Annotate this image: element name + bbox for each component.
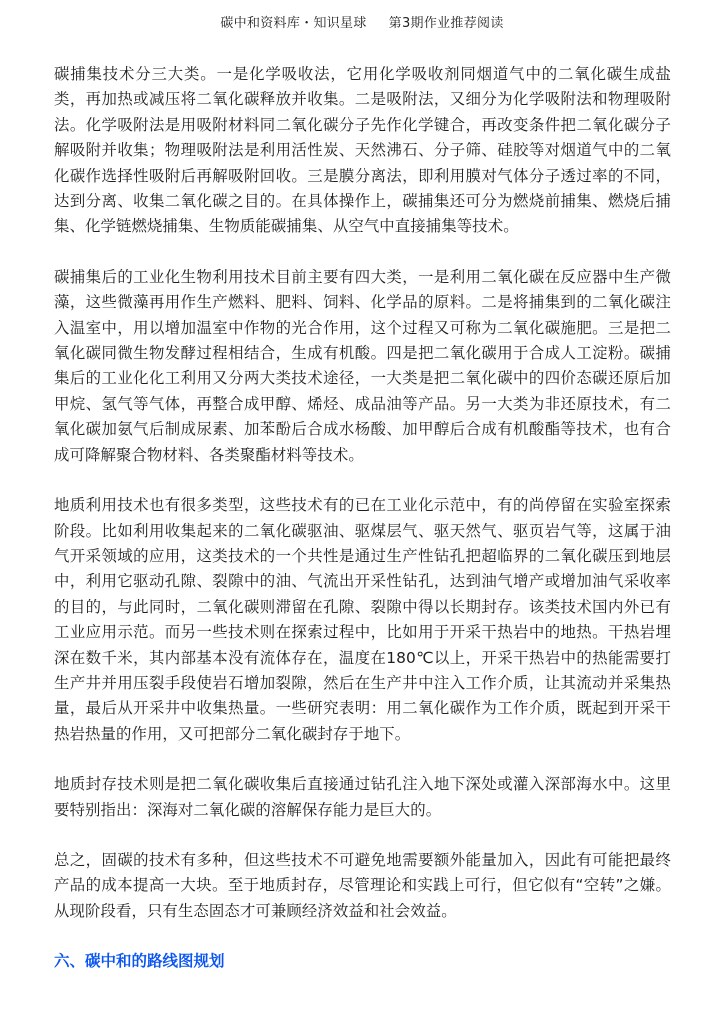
paragraph-biological-chemical-utilization: 碳捕集后的工业化生物利用技术目前主要有四大类，一是利用二氧化碳在反应器中生产微藻，这些微藻再用作生产燃料、肥料、饲料、化学品的原料。二是将捕集到的二氧化碳注入温室中，用以增加温室中作物的光合作用，这个过程又可称为二氧化碳施肥。三是把二氧化碳同微生物发酵过程相结合，生成有机酸。四是把二氧化碳用于合成人工淀粉。碳捕集后的工业化化工利用又分两大类技术途径，一大类是把二氧化碳中的四价态碳还原后加甲烷、氢气等气体，再整合成甲醇、烯烃、成品油等产品。另一大类为非还原技术，有二氧化碳加氨气后制成尿素、加苯酚后合成水杨酸、加甲醇后合成有机酸酯等技术，也有合成可降解聚合物材料、各类聚酯材料等技术。: [54, 267, 671, 464]
header-issue: 第3期作业推荐阅读: [388, 16, 504, 31]
paragraph-summary: 总之，固碳的技术有多种，但这些技术不可避免地需要额外能量加入，因此有可能把最终产品的成本提高一大块。至于地质封存，尽管理论和实践上可行，但它似有“空转”之嫌。从现阶段看，只有生态固态才可兼顾经济效益和社会效益。: [54, 850, 671, 920]
paragraph-geological-storage: 地质封存技术则是把二氧化碳收集后直接通过钻孔注入地下深处或灌入深部海水中。这里要特别指出：深海对二氧化碳的溶解保存能力是巨大的。: [54, 775, 671, 819]
header-source: 碳中和资料库・知识星球: [220, 16, 367, 31]
article-body: [54, 62, 671, 974]
paragraph-geological-utilization: 地质利用技术也有很多类型，这些技术有的已在工业化示范中，有的尚停留在实验室探索阶段。比如利用收集起来的二氧化碳驱油、驱煤层气、驱天然气、驱页岩气等，这属于油气开采领域的应用，这类技术的一个共性是通过生产性钻孔把超临界的二氧化碳压到地层中，利用它驱动孔隙、裂隙中的油、气流出开采性钻孔，达到油气增产或增加油气采收率的目的，与此同时，二氧化碳则滞留在孔隙、裂隙中得以长期封存。该类技术国内外已有工业应用示范。而另一些技术则在探索过程中，比如用于开采干热岩中的地热。干热岩埋深在数千米，其内部基本没有流体存在，温度在180℃以上，开采干热岩中的热能需要打生产井并用压裂手段使岩石增加裂隙，然后在生产井中注入工作介质，让其流动并采集热量，最后从开采井中收集热量。一些研究表明：用二氧化碳作为工作介质，既起到开采干热岩热量的作用，又可把部分二氧化碳封存于地下。: [54, 496, 671, 743]
paragraph-carbon-capture-methods: 碳捕集技术分三大类。一是化学吸收法，它用化学吸收剂同烟道气中的二氧化碳生成盐类，再加热或减压将二氧化碳释放并收集。二是吸附法，又细分为化学吸附法和物理吸附法。化学吸附法是用吸附材料同二氧化碳分子先作化学键合，再改变条件把二氧化碳分子解吸附并收集；物理吸附法是利用活性炭、天然沸石、分子筛、硅胶等对烟道气中的二氧化碳作选择性吸附后再解吸附回收。三是膜分离法，即利用膜对气体分子透过率的不同，达到分离、收集二氧化碳之目的。在具体操作上，碳捕集还可分为燃烧前捕集、燃烧后捕集、化学链燃烧捕集、生物质能碳捕集、从空气中直接捕集等技术。: [54, 65, 671, 236]
section-heading: 六、碳中和的路线图规划: [54, 952, 225, 971]
page-header: [0, 12, 724, 31]
